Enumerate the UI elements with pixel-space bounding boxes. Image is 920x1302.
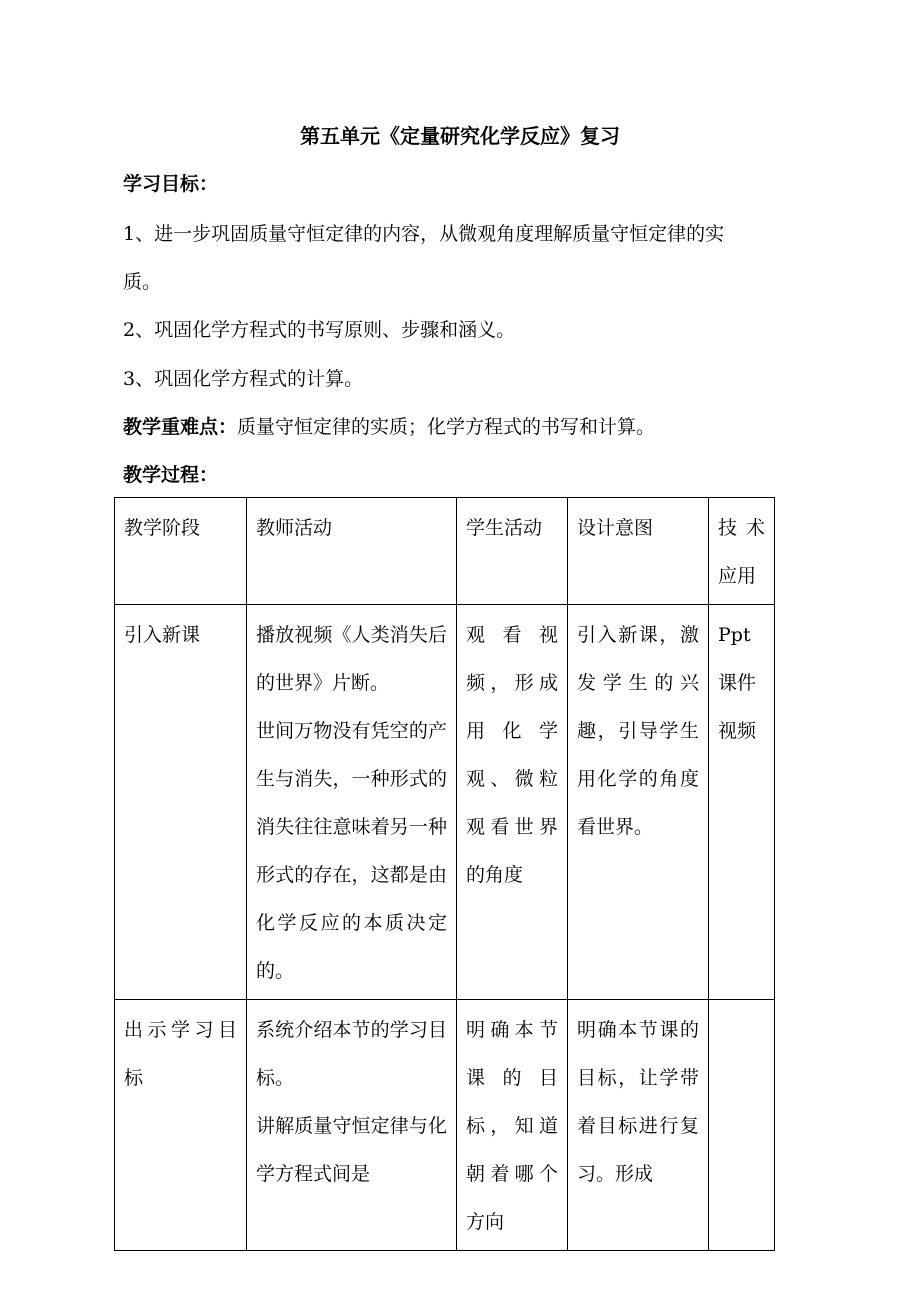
teacher-paragraph: 播放视频《人类消失后的世界》片断。 <box>256 624 447 694</box>
document-title: 第五单元《定量研究化学反应》复习 <box>300 124 620 148</box>
cell-stage: 出示学习目标 <box>115 1000 247 1251</box>
objective-line-2: 2、巩固化学方程式的书写原则、步骤和涵义。 <box>123 319 516 341</box>
key-points-label: 教学重难点： <box>123 416 238 438</box>
tech-item: 视频 <box>718 720 757 742</box>
teacher-paragraph: 世间万物没有凭空的产生与消失，一种形式的消失往往意味着另一种形式的存在，这都是由化学反应的本质决定的。 <box>256 720 447 982</box>
table-row <box>115 1000 775 1251</box>
key-points-text: 质量守恒定律的实质；化学方程式的书写和计算。 <box>237 416 656 438</box>
process-heading: 教学过程： <box>123 464 219 486</box>
cell-teacher <box>247 1000 457 1251</box>
objectives-heading: 学习目标： <box>123 173 219 195</box>
cell-intent: 引入新课，激发学生的兴趣，引导学生用化学的角度看世界。 <box>568 605 709 1000</box>
teacher-paragraph: 讲解质量守恒定律与化学方程式间是 <box>256 1115 447 1185</box>
objective-line-3: 3、巩固化学方程式的计算。 <box>123 368 364 390</box>
table-row <box>115 605 775 1000</box>
cell-stage: 引入新课 <box>115 605 247 1000</box>
tech-item: Ppt <box>718 624 751 646</box>
cell-tech <box>709 605 775 1000</box>
header-intent: 设计意图 <box>568 498 709 605</box>
objective-line-1-cont: 质。 <box>123 271 162 293</box>
table-header-row <box>115 498 775 605</box>
cell-intent: 明确本节课的目标，让学带着目标进行复习。形成 <box>568 1000 709 1251</box>
header-tech: 技术应用 <box>709 498 775 605</box>
key-points <box>123 403 813 451</box>
header-student: 学生活动 <box>457 498 568 605</box>
teaching-process-table <box>114 497 775 1251</box>
objective-line-1: 1、进一步巩固质量守恒定律的内容，从微观角度理解质量守恒定律的实 <box>123 223 725 245</box>
tech-item: 课件 <box>718 672 757 694</box>
cell-tech <box>709 1000 775 1251</box>
header-stage: 教学阶段 <box>115 498 247 605</box>
header-teacher: 教师活动 <box>247 498 457 605</box>
cell-teacher <box>247 605 457 1000</box>
cell-student: 观看视频，形成用化学观、微粒观看世界的角度 <box>457 605 568 1000</box>
cell-student: 明确本节课的目标，知道朝着哪个方向 <box>457 1000 568 1251</box>
teacher-paragraph: 系统介绍本节的学习目标。 <box>256 1019 447 1089</box>
